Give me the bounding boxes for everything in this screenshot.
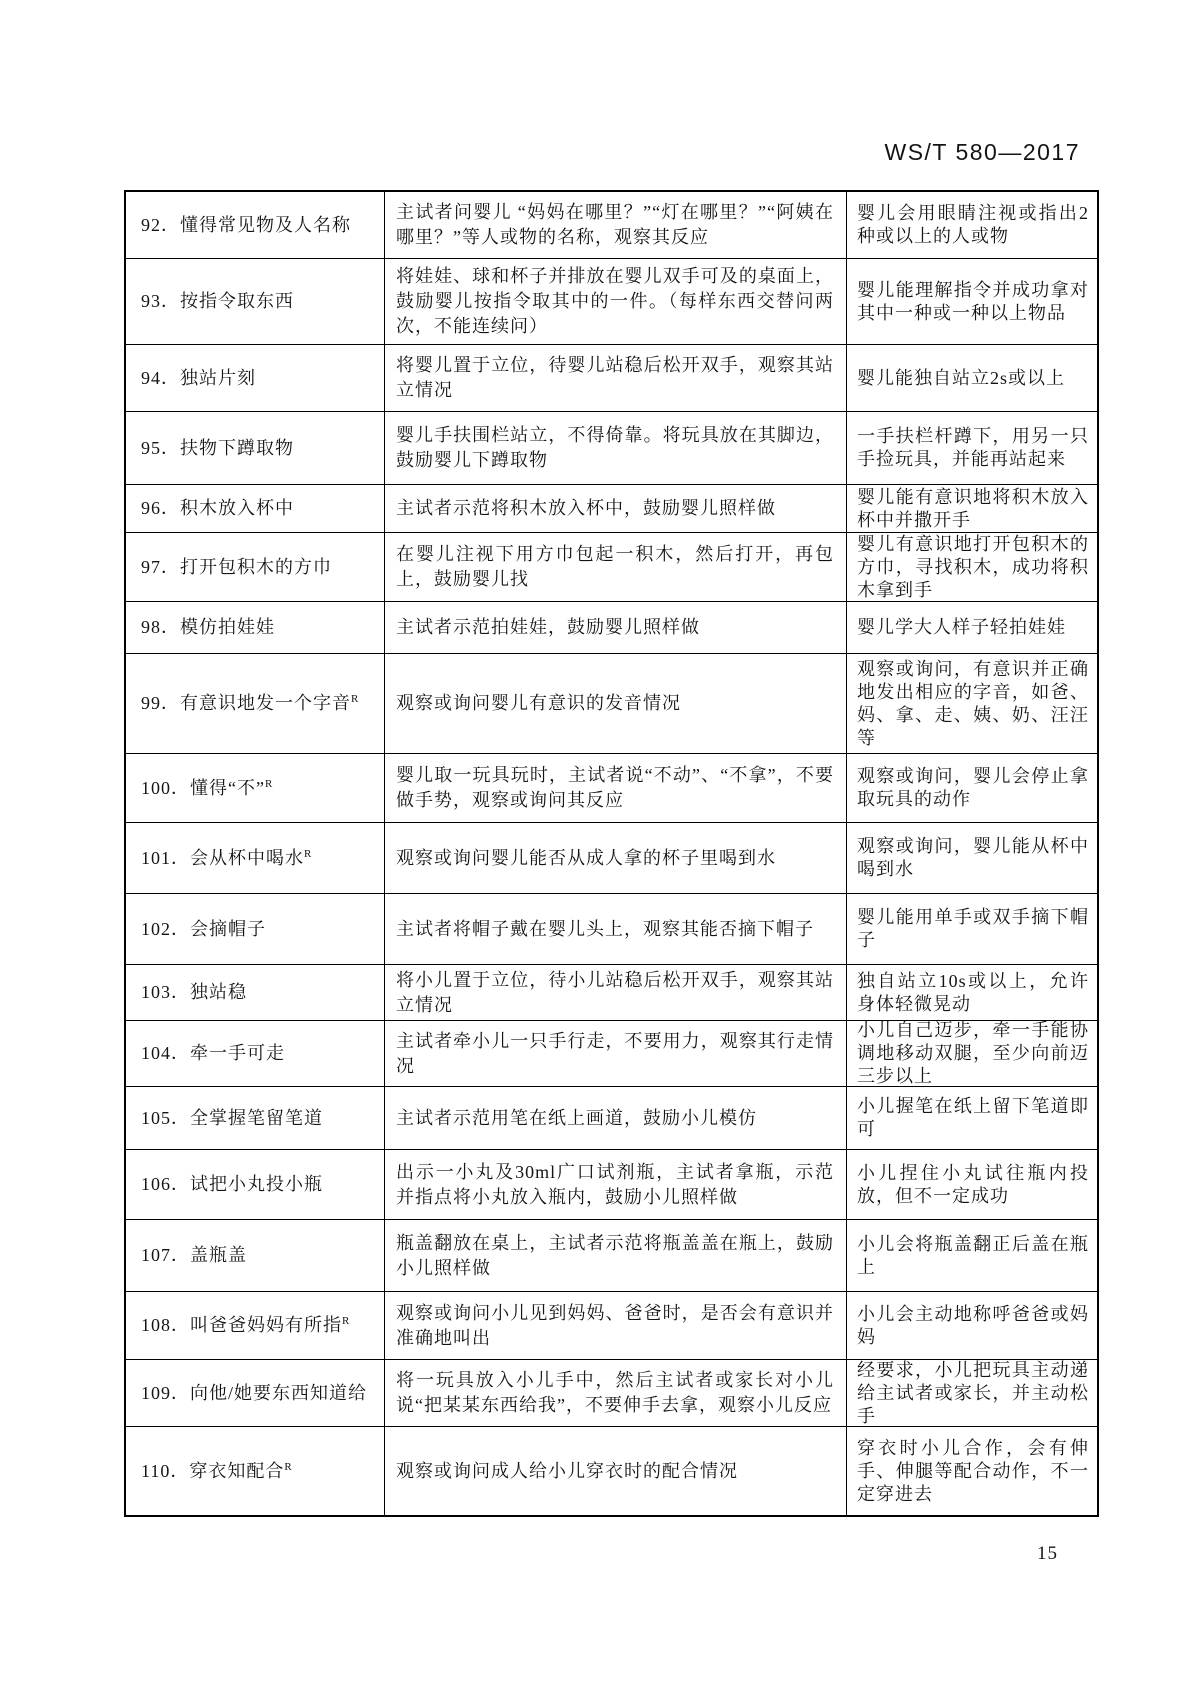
item-name-cell — [126, 654, 385, 754]
method-text: 观察或询问婴儿能否从成人拿的杯子里喝到水 — [396, 847, 776, 868]
item-label: 109．向他/她要东西知道给 — [141, 1382, 367, 1403]
criteria-cell — [847, 1087, 1097, 1150]
method-cell — [385, 1360, 847, 1427]
criteria-text: 观察或询问，婴儿能从杯中喝到水 — [857, 836, 1089, 879]
method-text: 婴儿取一玩具玩时，主试者说“不动”、“不拿”，不要做手势，观察或询问其反应 — [396, 765, 834, 810]
criteria-cell — [847, 259, 1097, 345]
method-cell — [385, 1292, 847, 1360]
method-cell — [385, 192, 847, 259]
item-label: 93．按指令取东西 — [141, 291, 294, 311]
method-text: 主试者问婴儿 “妈妈在哪里？”“灯在哪里？”“阿姨在哪里？”等人或物的名称，观察其反应 — [396, 202, 834, 247]
method-text: 将一玩具放入小儿手中，然后主试者或家长对小儿说“把某某东西给我”，不要伸手去拿，观察小儿反应 — [396, 1370, 834, 1415]
method-text: 将娃娃、球和杯子并排放在婴儿双手可及的桌面上，鼓励婴儿按指令取其中的一件。（每样东西交替问两次，不能连续问） — [396, 266, 834, 336]
item-name-cell — [126, 1220, 385, 1292]
item-label: 92．懂得常见物及人名称 — [141, 214, 351, 235]
criteria-cell — [847, 1292, 1097, 1360]
criteria-cell — [847, 602, 1097, 654]
method-cell — [385, 485, 847, 533]
item-label: 96．积木放入杯中 — [141, 498, 294, 518]
method-text: 主试者示范拍娃娃，鼓励婴儿照样做 — [396, 617, 700, 637]
item-name-cell — [126, 823, 385, 894]
criteria-text: 婴儿会用眼睛注视或指出2种或以上的人或物 — [857, 203, 1089, 246]
criteria-cell — [847, 485, 1097, 533]
criteria-cell — [847, 823, 1097, 894]
criteria-text: 婴儿能独自站立2s或以上 — [857, 367, 1066, 388]
item-label: 110．穿衣知配合 — [141, 1460, 285, 1481]
method-text: 在婴儿注视下用方巾包起一积木，然后打开，再包上，鼓励婴儿找 — [396, 544, 834, 589]
criteria-text: 经要求，小儿把玩具主动递给主试者或家长，并主动松手 — [857, 1359, 1089, 1426]
method-cell — [385, 1087, 847, 1150]
item-superscript: R — [264, 777, 273, 790]
item-name-cell — [126, 485, 385, 533]
item-name-cell — [126, 1360, 385, 1427]
criteria-cell — [847, 965, 1097, 1021]
item-name-cell — [126, 602, 385, 654]
item-name-cell — [126, 894, 385, 965]
item-name-cell — [126, 345, 385, 412]
criteria-cell — [847, 345, 1097, 412]
item-label: 107．盖瓶盖 — [141, 1245, 247, 1265]
method-text: 主试者将帽子戴在婴儿头上，观察其能否摘下帽子 — [396, 918, 814, 939]
criteria-cell — [847, 1360, 1097, 1427]
criteria-cell — [847, 1427, 1097, 1515]
method-cell — [385, 1427, 847, 1515]
item-label: 99．有意识地发一个字音 — [141, 693, 351, 713]
method-cell — [385, 1220, 847, 1292]
criteria-text: 小儿自己迈步，牵一手能协调地移动双腿，至少向前迈三步以上 — [857, 1020, 1089, 1086]
item-name-cell — [126, 1087, 385, 1150]
item-label: 103．独站稳 — [141, 982, 247, 1002]
criteria-text: 一手扶栏杆蹲下，用另一只手捡玩具，并能再站起来 — [857, 426, 1089, 469]
item-superscript: R — [304, 847, 312, 860]
method-text: 将婴儿置于立位，待婴儿站稳后松开双手，观察其站立情况 — [396, 355, 834, 400]
item-superscript: R — [342, 1315, 350, 1327]
item-superscript: R — [284, 1460, 292, 1473]
criteria-cell — [847, 192, 1097, 259]
method-cell — [385, 965, 847, 1021]
item-name-cell — [126, 412, 385, 485]
criteria-text: 独自站立10s或以上，允许身体轻微晃动 — [857, 970, 1089, 1014]
criteria-text: 小儿会将瓶盖翻正后盖在瓶上 — [857, 1233, 1089, 1277]
item-name-cell — [126, 192, 385, 259]
criteria-text: 观察或询问，婴儿会停止拿取玩具的动作 — [857, 766, 1089, 809]
item-name-cell — [126, 1292, 385, 1360]
criteria-cell — [847, 654, 1097, 754]
item-label: 108．叫爸爸妈妈有所指 — [141, 1315, 342, 1335]
method-cell — [385, 823, 847, 894]
method-text: 出示一小丸及30ml广口试剂瓶，主试者拿瓶，示范并指点将小丸放入瓶内，鼓励小儿照样做 — [396, 1161, 834, 1207]
document-standard-number: WS/T 580—2017 — [884, 139, 1080, 165]
method-cell — [385, 259, 847, 345]
item-label: 101．会从杯中喝水 — [141, 847, 304, 868]
item-name-cell — [126, 533, 385, 602]
method-cell — [385, 894, 847, 965]
method-cell — [385, 412, 847, 485]
method-text: 观察或询问婴儿有意识的发音情况 — [396, 693, 681, 713]
item-name-cell — [126, 1427, 385, 1515]
item-label: 106．试把小丸投小瓶 — [141, 1174, 323, 1194]
criteria-cell — [847, 754, 1097, 823]
criteria-text: 婴儿能理解指令并成功拿对其中一种或一种以上物品 — [857, 279, 1089, 323]
criteria-text: 婴儿能有意识地将积木放入杯中并撒开手 — [857, 486, 1089, 530]
criteria-text: 小儿会主动地称呼爸爸或妈妈 — [857, 1303, 1089, 1347]
item-label: 98．模仿拍娃娃 — [141, 617, 275, 637]
method-cell — [385, 1150, 847, 1220]
method-text: 婴儿手扶围栏站立，不得倚靠。将玩具放在其脚边，鼓励婴儿下蹲取物 — [396, 425, 834, 470]
method-cell — [385, 602, 847, 654]
criteria-cell — [847, 1150, 1097, 1220]
method-text: 主试者牵小儿一只手行走，不要用力，观察其行走情况 — [396, 1030, 834, 1076]
criteria-text: 婴儿学大人样子轻拍娃娃 — [857, 617, 1066, 637]
item-name-cell — [126, 1150, 385, 1220]
criteria-text: 婴儿能用单手或双手摘下帽子 — [857, 907, 1089, 950]
criteria-text: 婴儿有意识地打开包积木的方巾，寻找积木，成功将积木拿到手 — [857, 533, 1089, 600]
criteria-cell — [847, 1021, 1097, 1087]
method-text: 主试者示范用笔在纸上画道，鼓励小儿模仿 — [396, 1107, 757, 1128]
method-cell — [385, 1021, 847, 1087]
item-label: 100．懂得“不” — [141, 777, 265, 798]
criteria-cell — [847, 533, 1097, 602]
method-text: 观察或询问小儿见到妈妈、爸爸时，是否会有意识并准确地叫出 — [396, 1302, 834, 1348]
method-cell — [385, 345, 847, 412]
assessment-items-table — [124, 190, 1099, 1517]
method-text: 瓶盖翻放在桌上，主试者示范将瓶盖盖在瓶上，鼓励小儿照样做 — [396, 1232, 834, 1278]
item-label: 104．牵一手可走 — [141, 1043, 285, 1063]
criteria-text: 小儿握笔在纸上留下笔道即可 — [857, 1096, 1089, 1139]
criteria-cell — [847, 894, 1097, 965]
criteria-text: 穿衣时小儿合作，会有伸手、伸腿等配合动作，不一定穿进去 — [857, 1437, 1089, 1504]
criteria-text: 小儿捏住小丸试往瓶内投放，但不一定成功 — [857, 1162, 1089, 1206]
criteria-text: 观察或询问，有意识并正确地发出相应的字音，如爸、妈、拿、走、姨、奶、汪汪等 — [857, 658, 1089, 748]
method-text: 观察或询问成人给小儿穿衣时的配合情况 — [396, 1460, 738, 1481]
item-label: 95．扶物下蹲取物 — [141, 437, 294, 458]
item-name-cell — [126, 965, 385, 1021]
item-label: 102．会摘帽子 — [141, 918, 266, 939]
criteria-cell — [847, 412, 1097, 485]
method-cell — [385, 654, 847, 754]
item-superscript: R — [351, 693, 359, 705]
item-label: 97．打开包积木的方巾 — [141, 556, 332, 577]
item-label: 105．全掌握笔留笔道 — [141, 1107, 323, 1128]
item-name-cell — [126, 1021, 385, 1087]
method-text: 主试者示范将积木放入杯中，鼓励婴儿照样做 — [396, 498, 776, 518]
page-number: 15 — [1037, 1543, 1058, 1564]
item-name-cell — [126, 259, 385, 345]
item-name-cell — [126, 754, 385, 823]
method-cell — [385, 533, 847, 602]
method-cell — [385, 754, 847, 823]
method-text: 将小儿置于立位，待小儿站稳后松开双手，观察其站立情况 — [396, 969, 834, 1015]
item-label: 94．独站片刻 — [141, 367, 256, 388]
criteria-cell — [847, 1220, 1097, 1292]
